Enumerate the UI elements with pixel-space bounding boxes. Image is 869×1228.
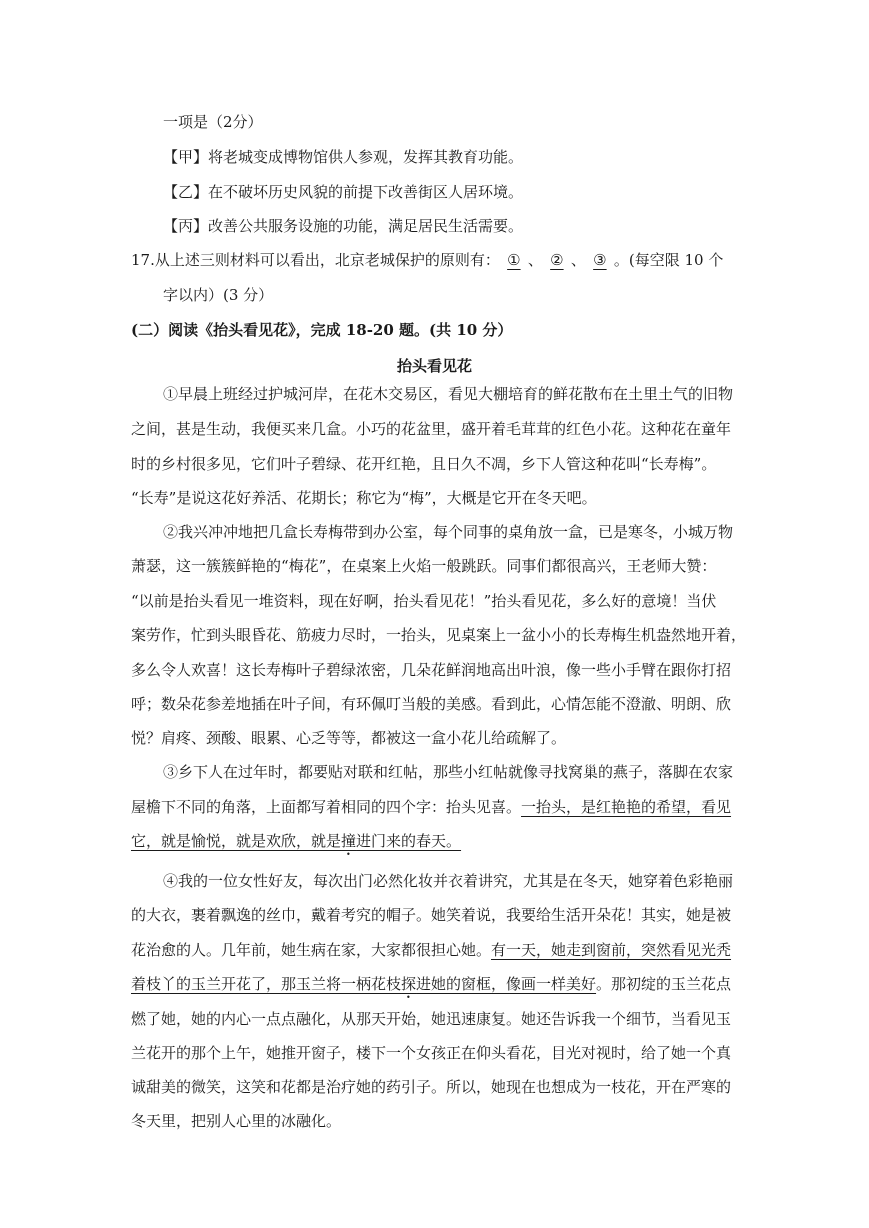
p3-line-2-text: 屋檐下不同的角落，上面都写着相同的四个字：抬头见喜。 [131, 798, 522, 816]
q16-option-a: 【甲】将老城变成博物馆供人参观，发挥其教育功能。 [163, 148, 524, 166]
p4-line-4 [131, 974, 731, 1002]
p1-line-2: 之间，甚是生动，我便买来几盒。小巧的花盆里，盛开着毛茸茸的红色小花。这种花在童年 [131, 420, 732, 438]
p4-line-5: 燃了她，她的内心一点点融化，从那天开始，她迅速康复。她还告诉我一个细节，当看见玉 [131, 1010, 732, 1028]
p4-underlined-sentence-start: 有一天，她走到窗前，突然看见光秃 [491, 941, 732, 959]
p3-underlined-sentence-start: 一抬头，是红艳艳的希望，看见 [521, 798, 732, 816]
p4-underlined-part-a: 着枝丫的玉兰开花了，那玉兰将一柄花枝 [131, 975, 402, 993]
p1-line-1: ①早晨上班经过护城河岸，在花木交易区，看见大棚培育的鲜花散布在土里土气的旧物 [163, 385, 734, 403]
p2-line-6: 呼；数朵花参差地插在叶子间，有环佩叮当般的美感。看到此，心情怎能不澄澈、明朗、欣 [131, 695, 732, 713]
p4-dotted-word: 探 [401, 975, 417, 993]
p2-line-3: “以前是抬头看见一堆资料，现在好啊，抬头看见花！”抬头看见花，多么好的意境！当伏 [131, 592, 717, 610]
p2-line-1: ②我兴冲冲地把几盒长寿梅带到办公室，每个同事的桌角放一盒，已是寒冬，小城万物 [163, 523, 734, 541]
p2-line-2: 萧瑟，这一簇簇鲜艳的“梅花”，在桌案上火焰一般跳跃。同事们都很高兴，王老师大赞： [131, 557, 717, 575]
q16-option-c: 【丙】改善公共服务设施的功能，满足居民生活需要。 [163, 217, 524, 235]
p4-line-1: ④我的一位女性好友，每次出门必然化妆并衣着讲究，尤其是在冬天，她穿着色彩艳丽 [163, 872, 734, 890]
p4-line-7: 诚甜美的微笑，这笑和花都是治疗她的药引子。所以，她现在也想成为一枝花，开在严寒的 [131, 1078, 732, 1096]
p3-underlined-part-a: 它，就是愉悦，就是欢欣，就是 [131, 832, 342, 850]
p2-line-5: 多么令人欢喜！这长寿梅叶子碧绿浓密，几朵花鲜润地高出叶浪，像一些小手臂在跟你打招 [131, 661, 732, 679]
p4-line-8: 冬天里，把别人心里的冰融化。 [131, 1112, 342, 1130]
p4-line-6: 兰花开的那个上午，她推开窗子，楼下一个女孩正在仰头看花，目光对视时，给了她一个真 [131, 1044, 732, 1062]
q16-option-b: 【乙】在不破坏历史风貌的前提下改善街区人居环境。 [163, 183, 524, 201]
q17-sep-2: 、 [570, 251, 586, 269]
p2-line-7: 悦？肩疼、颈酸、眼累、心乏等等，都被这一盒小花儿给疏解了。 [131, 729, 567, 747]
q17-text-end: 。(每空限 10 个 [613, 251, 724, 269]
p4-line-3 [131, 940, 731, 960]
p4-line-3-text: 花治愈的人。几年前，她生病在家，大家都很担心她。 [131, 941, 492, 959]
p1-line-4: “长寿”是说这花好养活、花期长；称它为“梅”，大概是它开在冬天吧。 [131, 489, 597, 507]
q17-text-start: 17.从上述三则材料可以看出，北京老城保护的原则有： [131, 251, 500, 269]
p2-line-4: 案劳作，忙到头眼昏花、筋疲力尽时，一抬头，见桌案上一盆小小的长寿梅生机盎然地开着， [131, 626, 747, 644]
p4-line-4-text: 。那初绽的玉兰花点 [596, 975, 732, 993]
p3-line-3 [131, 831, 461, 859]
passage-title: 抬头看见花 [396, 357, 472, 375]
q17-blank-3: ③ [593, 251, 607, 269]
section-heading: (二）阅读《抬头看见花》，完成 18-20 题。(共 10 分） [131, 321, 513, 339]
p3-line-1: ③乡下人在过年时，都要贴对联和红帖，那些小红帖就像寻找窝巢的燕子，落脚在农家 [163, 763, 734, 781]
p3-line-2 [131, 797, 731, 817]
q17-line [131, 250, 723, 270]
q17-blank-2: ② [550, 251, 564, 269]
p3-dotted-word: 撞 [341, 832, 357, 850]
p4-line-2: 的大衣，裹着飘逸的丝巾，戴着考究的帽子。她笑着说，我要给生活开朵花！其实，她是被 [131, 906, 732, 924]
q17-blank-1: ① [507, 251, 521, 269]
q17-sep-1: 、 [527, 251, 543, 269]
p4-underlined-part-b: 进她的窗框，像画一样美好 [416, 975, 597, 993]
p1-line-3: 时的乡村很多见，它们叶子碧绿、花开红艳，且日久不凋，乡下人管这种花叫“长寿梅”。 [131, 455, 717, 473]
q17-text-cont: 字以内）(3 分） [163, 286, 274, 304]
p3-underlined-part-b: 进门来的春天。 [356, 832, 462, 850]
q16-intro: 一项是（2分） [163, 113, 263, 131]
